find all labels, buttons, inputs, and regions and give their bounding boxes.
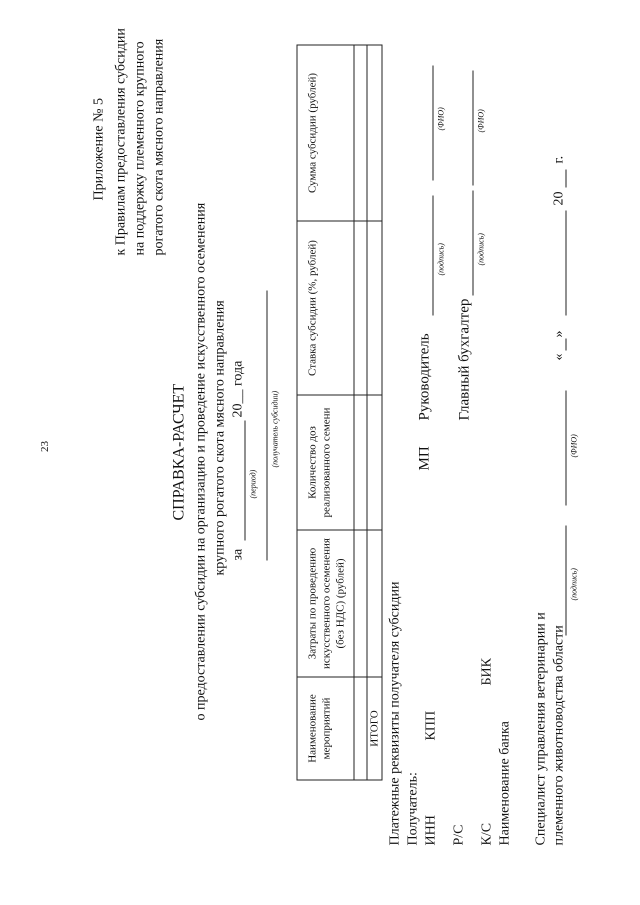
director-sign-line bbox=[432, 195, 433, 315]
director-fio-caption: (ФИО) bbox=[436, 106, 445, 130]
table-cell bbox=[354, 677, 367, 780]
table-total-row bbox=[367, 45, 382, 780]
inn-label: ИНН bbox=[423, 814, 438, 845]
accountant-sign-caption: (подпись) bbox=[476, 232, 485, 265]
bank-name-label: Наименование банка bbox=[497, 720, 512, 845]
heading-line-1: о предоставлении субсидии на организацию и проведение искусственного осеменения bbox=[193, 202, 208, 720]
table-cell bbox=[367, 45, 382, 221]
header-cell bbox=[297, 221, 354, 395]
period-prefix: за bbox=[230, 548, 245, 560]
table-cell bbox=[367, 221, 382, 395]
specialist-line-1: Специалист управления ветеринарии и bbox=[533, 611, 548, 845]
header-text: Количество доз реализованного семени bbox=[306, 407, 332, 517]
accountant-fio-caption: (ФИО) bbox=[476, 108, 485, 132]
date-open-quote: « bbox=[551, 353, 566, 360]
payment-recipient-label: Получатель: bbox=[405, 771, 420, 845]
date-year-line bbox=[565, 169, 566, 187]
specialist-line-2: племенного животноводства области bbox=[551, 624, 566, 845]
header-cell bbox=[297, 530, 354, 677]
table-cell bbox=[367, 530, 382, 677]
header-cell bbox=[297, 395, 354, 530]
specialist-fio-caption: (ФИО) bbox=[569, 433, 578, 457]
header-text: Затраты по проведению искусственного осеменения (без НДС) (рублей) bbox=[306, 537, 346, 669]
table-cell bbox=[354, 530, 367, 677]
accountant-sign-line bbox=[472, 190, 473, 295]
table-cell bbox=[367, 395, 382, 530]
recipient-line bbox=[266, 290, 267, 560]
ks-label: К/С bbox=[479, 822, 494, 845]
table-row bbox=[354, 45, 367, 780]
header-cell bbox=[297, 677, 354, 780]
table-cell bbox=[354, 45, 367, 221]
appendix-line-2: на поддержку племенного крупного bbox=[132, 40, 147, 255]
specialist-fio-line bbox=[565, 390, 566, 505]
table-cell bbox=[354, 221, 367, 395]
kpp-label: КПП bbox=[423, 710, 438, 740]
director-fio-line bbox=[432, 65, 433, 180]
document-title: СПРАВКА-РАСЧЕТ bbox=[170, 383, 187, 520]
date-day-line bbox=[565, 338, 566, 350]
payment-title: Платежные реквизиты получателя субсидии bbox=[387, 581, 402, 845]
date-month-line bbox=[565, 210, 566, 315]
total-label: ИТОГО bbox=[367, 677, 382, 780]
appendix-line-3: рогатого скота мясного направления bbox=[151, 38, 166, 255]
director-sign-caption: (подпись) bbox=[436, 242, 445, 275]
period-caption: (период) bbox=[248, 469, 257, 498]
recipient-caption: (получатель субсидии) bbox=[270, 390, 279, 467]
accountant-fio-line bbox=[472, 70, 473, 185]
table-cell bbox=[354, 395, 367, 530]
director-label: Руководитель bbox=[416, 332, 432, 420]
stamp-mp: МП bbox=[416, 445, 432, 470]
rs-label: Р/С bbox=[451, 823, 466, 845]
header-text: Сумма субсидии (рублей) bbox=[306, 72, 318, 193]
heading-line-2: крупного рогатого скота мясного направления bbox=[212, 299, 227, 575]
appendix-title: Приложение № 5 bbox=[91, 97, 106, 200]
page-number: 23 bbox=[39, 441, 51, 452]
accountant-label: Главный бухгалтер bbox=[456, 298, 472, 420]
header-text: Ставка субсидии (%, рублей) bbox=[306, 239, 318, 376]
date-year-prefix: 20 bbox=[551, 191, 566, 205]
specialist-sign-caption: (подпись) bbox=[569, 567, 578, 600]
bik-label: БИК bbox=[479, 657, 494, 685]
specialist-sign-line bbox=[565, 525, 566, 635]
header-text: Наименование мероприятий bbox=[306, 693, 332, 763]
period-line bbox=[244, 420, 245, 540]
period-year: 20__ года bbox=[230, 360, 245, 417]
appendix-line-1: к Правилам предоставления субсидии bbox=[113, 27, 128, 255]
date-close-quote: » bbox=[551, 330, 566, 337]
date-suffix: г. bbox=[551, 155, 566, 163]
subsidy-table bbox=[296, 44, 382, 780]
table-header-row bbox=[297, 45, 354, 780]
header-cell bbox=[297, 45, 354, 221]
